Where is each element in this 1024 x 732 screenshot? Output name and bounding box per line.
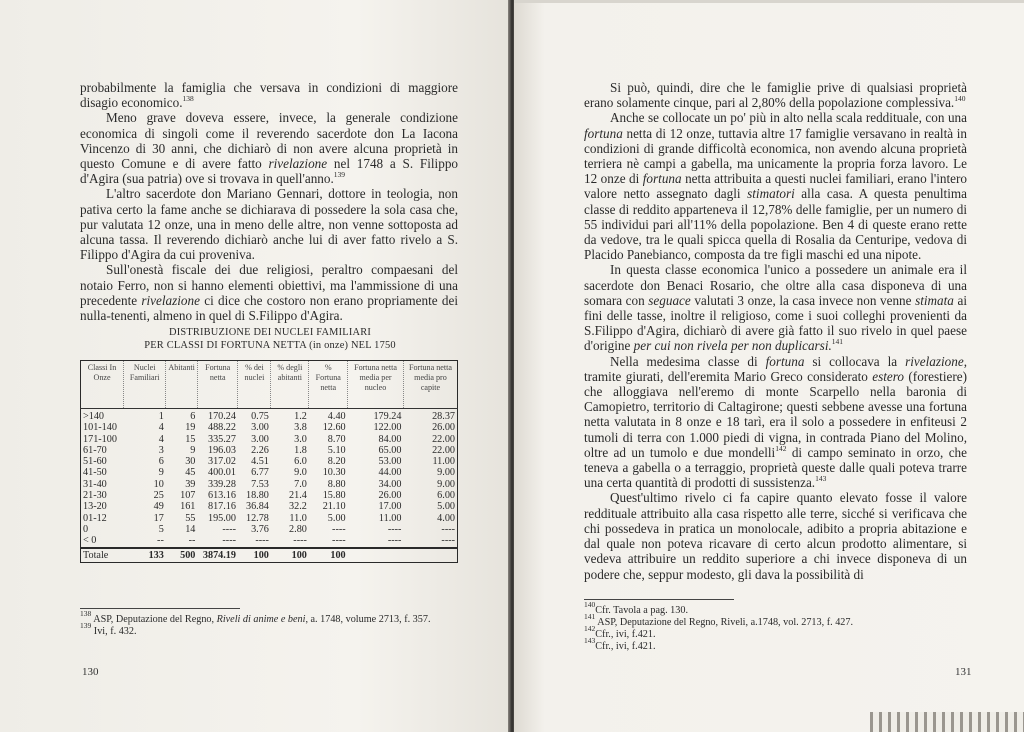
table-cell: 6: [158, 456, 164, 468]
table-cell: 317.02: [207, 456, 236, 468]
right-body-paragraph: Si può, quindi, dire che le famiglie prive di qualsiasi proprietà erano solamente cinque, pari al 2,80% della popolazione complessiva.$^{140}$: [584, 80, 967, 111]
left-body-text: [80, 80, 458, 323]
table-cell: 26.00: [378, 490, 402, 502]
table-cell: 179.24: [373, 411, 402, 422]
left-body-paragraph: Sull'onestà fiscale dei due religiosi, peraltro compaesani del notaio Ferro, non si hanno elementi obiettivi, ma l'ammissione di una precedente rivelazione ci dice che costoro non erano propriamente dei nulla-tenenti, almeno in quel di S.Filippo d'Agira.: [80, 262, 458, 324]
right-body-paragraph: Nella medesima classe di fortuna si collocava la rivelazione, tramite giurati, dell'eremita Mario Greco considerato estero (forestiere) che alloggiava nell'eremo di monte Scarpello nella baronia di Camopietro, territorio di Caltagirone; questi sebbene avesse una fortuna netta valutata in 8 onze e 18 tarì, era il solo a possedere in enfiteusi 2 tumoli di terra con 1.000 piedi di vigna, in contrada Piano del Molino, oltre ad un tumolo e due mondelli$^{142}$ di campo seminato in orzo, che teneva a gabella o a terraggio, proprietà queste dalle quali poteva trarre una certa quantità di prodotti di sussistenza.$^{143}$: [584, 353, 968, 491]
table-total-cell: Totale: [81, 548, 124, 563]
table-cell: 107: [180, 490, 196, 502]
table-cell: 11.0: [289, 512, 307, 524]
table-cell: 10: [153, 478, 164, 490]
table-cell: 36.84: [245, 501, 269, 513]
page-number-left: 130: [82, 666, 99, 678]
table-cell: 1: [158, 411, 164, 422]
table-cell: 195.00: [207, 512, 236, 524]
table-cell: ----: [441, 523, 455, 535]
table-cell: 15: [185, 433, 196, 445]
table-cell: 32.2: [289, 501, 307, 513]
table-cell: 161: [180, 501, 196, 513]
table-cell: 11.00: [378, 512, 402, 524]
table-row: [81, 535, 458, 547]
left-body-paragraph: Meno grave doveva essere, invece, la generale condizione economica di singoli come il reverendo sacerdote don La Iacona Vincenzo di 30 anni, che dichiarò di non avere alcuna proprietà in questo Comune e di avere fatto rivelazione nel 1748 a S. Filippo d'Agira (sua patria) ove si trovava in quell'anno.$^{139}$: [80, 110, 459, 187]
table-cell: 53.00: [378, 456, 402, 468]
table-cell: 613.16: [207, 490, 236, 502]
footnote: $^{140}$Cfr. Tavola a pag. 130.: [584, 600, 688, 616]
left-page: [0, 0, 510, 732]
table-cell: 335.27: [207, 433, 236, 445]
table-cell: ----: [293, 535, 307, 547]
table-cell: 196.03: [207, 444, 236, 456]
table-cell: 12.60: [322, 422, 346, 434]
page-top-edge: [514, 0, 1024, 3]
table-cell: 817.16: [207, 501, 236, 513]
table-cell: 21-30: [83, 490, 107, 502]
table-cell: 61-70: [83, 444, 107, 456]
table-cell: 3: [158, 444, 164, 456]
table-row: [81, 524, 458, 535]
table-row: [81, 434, 458, 445]
table-cell: 8.20: [327, 456, 346, 468]
table-cell: 18.80: [245, 490, 269, 502]
table-cell: 8.70: [327, 433, 346, 445]
table-cell: 7.53: [251, 478, 269, 490]
table-cell: 3.00: [251, 422, 269, 434]
table-cell: 4: [158, 422, 164, 434]
table-header-cell: % degli abitanti: [271, 361, 309, 409]
table-cell: 22.00: [432, 444, 455, 456]
table-cell: 17: [153, 512, 164, 524]
table-header-cell: Abitanti: [166, 361, 198, 409]
footnote: $^{143}$Cfr., ivi, f.421.: [584, 636, 656, 652]
table-cell: 400.01: [207, 467, 236, 479]
table-cell: 84.00: [378, 433, 402, 445]
table-total-cell: 100: [238, 548, 271, 563]
table-cell: 8.80: [327, 478, 346, 490]
table-total-cell: 133: [124, 548, 166, 563]
page-edge-shadow: [870, 712, 1024, 732]
table-cell: 17.00: [378, 501, 402, 513]
table-cell: 6.00: [437, 490, 455, 502]
table-cell: ----: [387, 523, 402, 535]
table-cell: 65.00: [378, 444, 402, 456]
table-cell: 19: [185, 422, 196, 434]
page-number-right: 131: [955, 666, 972, 678]
table-cell: 339.28: [207, 478, 236, 490]
table-cell: ----: [222, 535, 236, 547]
table-cell: < 0: [83, 535, 97, 547]
table-cell: 9.00: [437, 478, 455, 490]
table-cell: 45: [185, 467, 196, 479]
table-cell: 6: [190, 411, 196, 422]
table-cell: 10.30: [322, 467, 346, 479]
table-total-cell: [348, 548, 404, 563]
table-cell: --: [188, 535, 196, 547]
table-total-cell: 500: [166, 548, 198, 563]
right-body-text: [584, 80, 967, 582]
table-cell: 9: [190, 444, 196, 456]
footnote: $^{141}$ ASP, Deputazione del Regno, Riveli, a.1748, vol. 2713, f. 427.: [584, 612, 854, 628]
table-row: [81, 513, 458, 524]
table-header-cell: Nuclei Familiari: [124, 361, 166, 409]
table-cell: 30: [185, 456, 196, 468]
footnote: $^{138}$ ASP, Deputazione del Regno, Riveli di anime e beni, a. 1748, volume 2713, f. 357.: [80, 609, 431, 625]
table-header-cell: Fortuna netta media per nucleo: [348, 361, 404, 409]
table-header-cell: % dei nuclei: [238, 361, 271, 409]
table-cell: 01-12: [83, 512, 107, 524]
table-cell: ----: [222, 523, 236, 535]
table-row: [81, 501, 458, 512]
table-cell: 2.80: [289, 523, 307, 535]
left-body-paragraph: probabilmente la famiglia che versava in condizioni di maggiore disagio economico.$^{138}$: [80, 80, 458, 111]
table-cell: >140: [83, 411, 105, 422]
table-total-cell: 100: [309, 548, 348, 563]
table-cell: 3.00: [251, 433, 269, 445]
right-body-paragraph: In questa classe economica l'unico a possedere un animale era il sacerdote don Benaci Rosario, che oltre alla casa disponeva di una somara con seguace valutati 3 onze, la casa invece non venne stimata ai fini delle tasse, inoltre il religioso, come i suoi colleghi provenienti da S.Filippo d'Agira, dichiarò di avere già fatto il suo rivelo in quel paese d'origine per cui non rivela per non duplicarsi.$^{141}$: [584, 262, 967, 354]
table-cell: 9.0: [294, 467, 307, 479]
table-cell: 15.80: [322, 490, 346, 502]
table-cell: 6.77: [251, 467, 269, 479]
table-cell: 14: [185, 523, 196, 535]
table-title: [80, 326, 460, 352]
table-row: [81, 456, 458, 467]
table-cell: 4: [158, 433, 164, 445]
table-cell: 34.00: [378, 478, 402, 490]
table-cell: 44.00: [378, 467, 402, 479]
table-total-row: [81, 548, 458, 563]
table-cell: 31-40: [83, 478, 107, 490]
table-cell: 5.00: [327, 512, 346, 524]
table-cell: 4.51: [251, 456, 269, 468]
table-cell: 5: [158, 523, 164, 535]
table-cell: 26.00: [432, 422, 455, 434]
left-footnotes: [80, 609, 458, 638]
table-cell: 21.4: [289, 490, 307, 502]
table-cell: 25: [153, 490, 164, 502]
table-cell: 1.8: [294, 444, 307, 456]
table-header-cell: Fortuna netta media pro capite: [403, 361, 457, 409]
table-body: [81, 409, 458, 548]
right-body-paragraph: Quest'ultimo rivelo ci fa capire quanto elevato fosse il valore reddituale attribuito alla casa rispetto alle terre, sicché si verificava che chi possedeva in pratica un monolocale, adibito a propria abitazione e dal quale non poteva ricavare di certo alcun prodotto alimentare, si vedeva attribuire un reddito superiore a chi invece disponeva di un podere che, seppur modesto, gli dava la possibilità di: [584, 490, 967, 582]
table-cell: 22.00: [432, 433, 455, 445]
table-total-cell: 100: [271, 548, 309, 563]
table-total-cell: 3874.19: [197, 548, 238, 563]
table-cell: 122.00: [373, 422, 402, 434]
right-page: [514, 0, 1024, 732]
table-row: [81, 445, 458, 456]
table-cell: 2.26: [251, 444, 269, 456]
table-cell: ----: [387, 535, 402, 547]
table-header-row: [81, 361, 458, 409]
table-cell: 3.0: [294, 433, 307, 445]
table-cell: 28.37: [432, 411, 455, 422]
table-row: [81, 479, 458, 490]
table-cell: 13-20: [83, 501, 107, 513]
table-row: [81, 422, 458, 433]
table-title-line-2: PER CLASSI DI FORTUNA NETTA (in onze) NEL 1750: [144, 340, 396, 351]
distribution-table: [80, 360, 458, 563]
table-cell: 0.75: [251, 411, 269, 422]
table-cell: ----: [332, 523, 346, 535]
table-cell: 4.00: [437, 512, 455, 524]
table-cell: 0: [83, 523, 89, 535]
right-footnotes: [584, 600, 967, 653]
table-cell: 170.24: [207, 411, 236, 422]
table-cell: 171-100: [83, 433, 117, 445]
table-row: [81, 467, 458, 478]
table-cell: 4.40: [327, 411, 346, 422]
table-cell: 11.00: [432, 456, 455, 468]
table-cell: 5.00: [437, 501, 455, 513]
table-header-cell: Fortuna netta: [197, 361, 238, 409]
footnote: $^{142}$Cfr., ivi, f.421.: [584, 624, 656, 640]
table-cell: 49: [153, 501, 164, 513]
table-cell: 488.22: [207, 422, 236, 434]
table-row: [81, 490, 458, 501]
table-cell: --: [157, 535, 164, 547]
table-cell: 101-140: [83, 422, 117, 434]
footnote: $^{139}$ Ivi, f. 432.: [80, 621, 137, 637]
footnote-rule: [584, 599, 734, 600]
footnote-rule: [80, 608, 240, 609]
table-title-line-1: DISTRIBUZIONE DEI NUCLEI FAMILIARI: [169, 327, 371, 338]
table-cell: 6.0: [294, 456, 307, 468]
table-cell: 51-60: [83, 456, 107, 468]
table-cell: 1.2: [294, 411, 307, 422]
table-header-cell: Classi In Onze: [81, 361, 124, 409]
table-cell: 3.8: [294, 422, 307, 434]
table-cell: ----: [255, 535, 269, 547]
table-row: [81, 409, 458, 423]
table-cell: 21.10: [322, 501, 346, 513]
table-cell: 9: [158, 467, 164, 479]
table-cell: 5.10: [327, 444, 346, 456]
table-cell: 39: [185, 478, 196, 490]
table-total-cell: [403, 548, 457, 563]
table-cell: ----: [332, 535, 346, 547]
table-cell: 41-50: [83, 467, 107, 479]
table-cell: 55: [185, 512, 196, 524]
table-cell: 3.76: [251, 523, 269, 535]
table-cell: ----: [441, 535, 455, 547]
table-cell: 9.00: [437, 467, 455, 479]
table-cell: 12.78: [245, 512, 269, 524]
table-header-cell: % Fortuna netta: [309, 361, 348, 409]
table-cell: 7.0: [294, 478, 307, 490]
left-body-paragraph: L'altro sacerdote don Mariano Gennari, dottore in teologia, non pativa certo la fame anche se dichiarava di possedere la sola casa che, pur valutata 12 onze, una in meno delle altre, non venne sottoposta ad alcuna tassa. Il reverendo dichiarò anche lui di aver fatto rivelo a S. Filippo d'Agira da cui proveniva.: [80, 186, 458, 263]
right-body-paragraph: Anche se collocate un po' più in alto nella scala reddituale, con una fortuna netta di 12 onze, tuttavia altre 17 famiglie versavano in realtà in condizioni di grande difficoltà economica, non avendo alcuna proprietà terriera nè campi a gabella, ma unicamente la propria forza lavoro. Le 12 onze di fortuna netta attribuita a questi nuclei familiari, erano l'intero valore netto assegnato dagli stimatori alla casa. A questa penultima classe di reddito apparteneva il 12,78% delle famiglie, per un numero di 55 individui pari all'11% della popolazione. Ben 4 di queste erano rette da vedove, tra le quali spicca quella di Rosalia da Centuripe, vedova di Placido Panebianco, composta da tre figli maschi ed una nipote.: [584, 110, 967, 263]
